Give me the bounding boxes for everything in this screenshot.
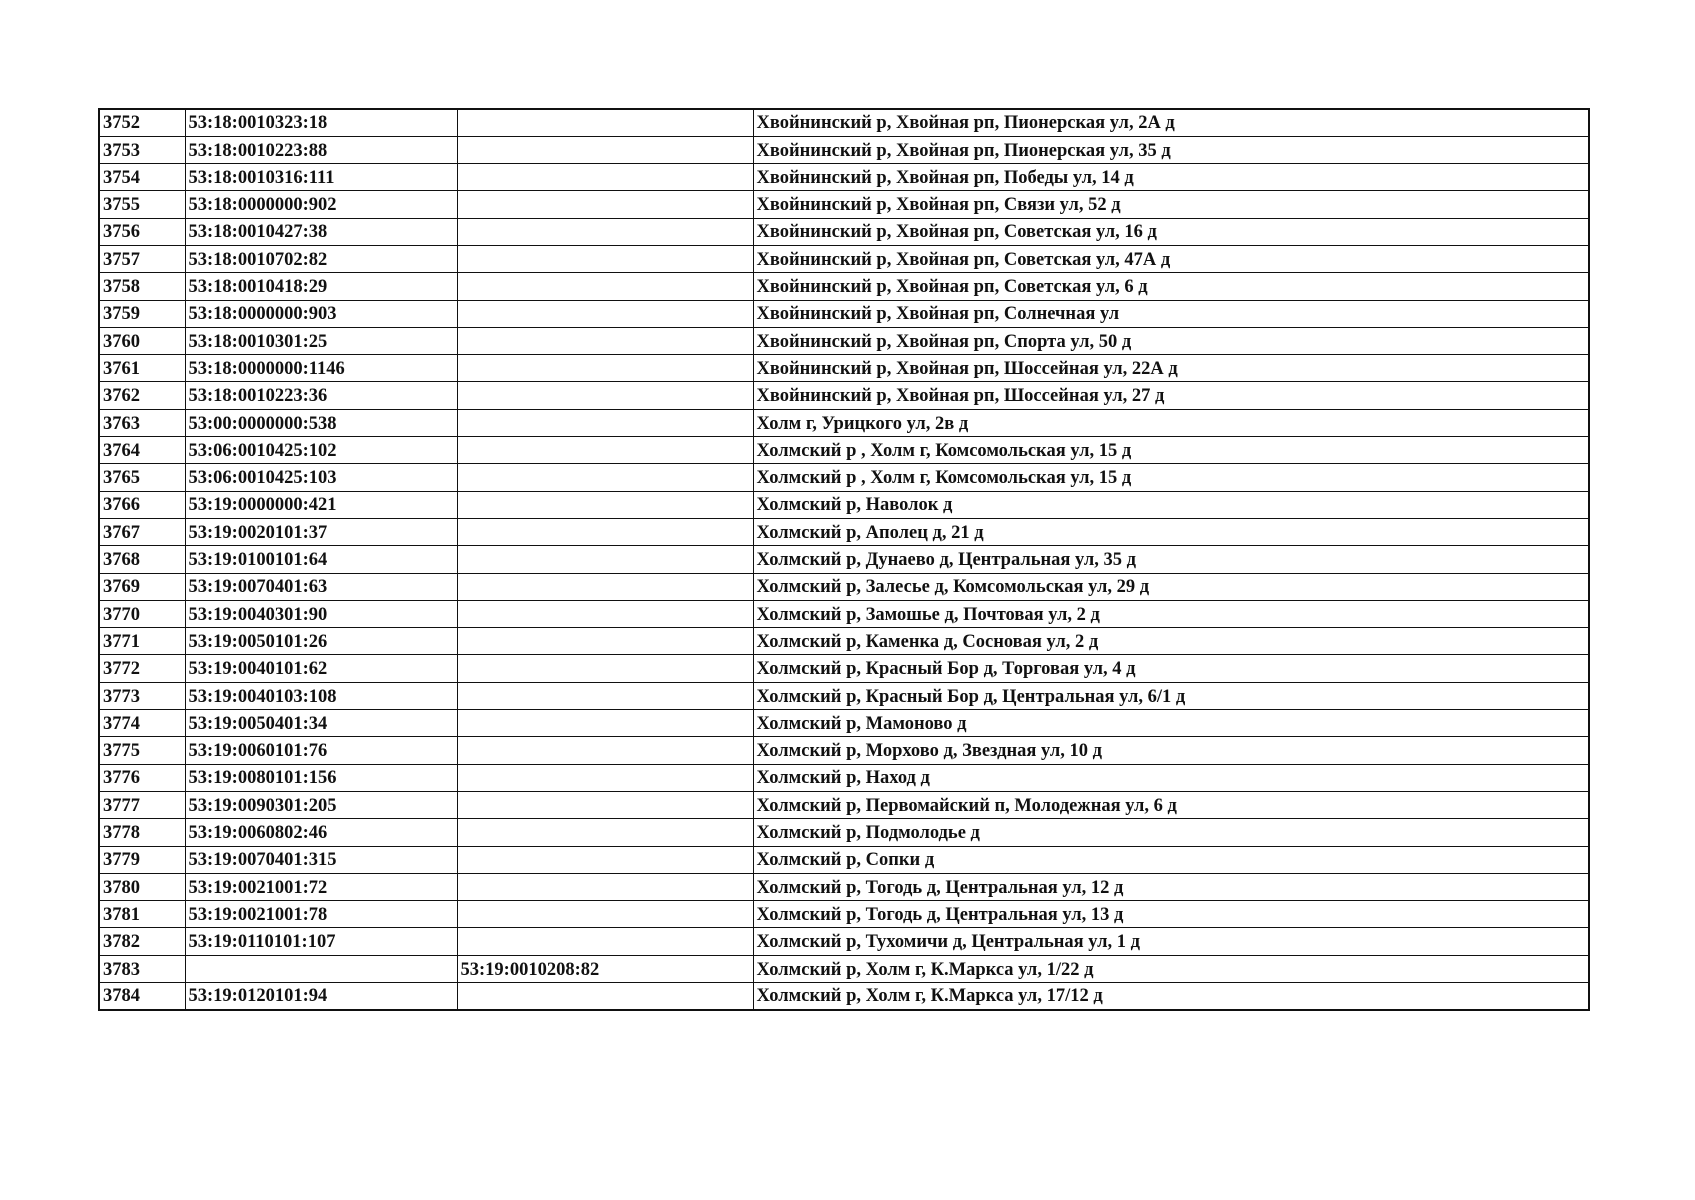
row-number-cell: 3767: [99, 518, 185, 545]
table-row: [99, 546, 1589, 573]
cadastral-number-cell: 53:19:0020101:37: [185, 518, 457, 545]
cadastral-number-cell: 53:19:0050101:26: [185, 628, 457, 655]
address-cell: Холмский р, Сопки д: [753, 846, 1589, 873]
parent-cadastral-number-cell: [457, 628, 753, 655]
address-cell: Холмский р , Холм г, Комсомольская ул, 15 д: [753, 437, 1589, 464]
parent-cadastral-number-cell: [457, 655, 753, 682]
row-number-cell: 3783: [99, 955, 185, 982]
table-row: [99, 382, 1589, 409]
parent-cadastral-number-cell: [457, 218, 753, 245]
address-cell: Хвойнинский р, Хвойная рп, Солнечная ул: [753, 300, 1589, 327]
table-row: [99, 409, 1589, 436]
parent-cadastral-number-cell: [457, 164, 753, 191]
registry-table: [98, 108, 1590, 1011]
parent-cadastral-number-cell: [457, 573, 753, 600]
row-number-cell: 3778: [99, 819, 185, 846]
row-number-cell: 3756: [99, 218, 185, 245]
cadastral-number-cell: 53:19:0070401:63: [185, 573, 457, 600]
cadastral-number-cell: 53:19:0100101:64: [185, 546, 457, 573]
table-row: [99, 164, 1589, 191]
address-cell: Хвойнинский р, Хвойная рп, Шоссейная ул, 27 д: [753, 382, 1589, 409]
parent-cadastral-number-cell: [457, 791, 753, 818]
address-cell: Хвойнинский р, Хвойная рп, Советская ул, 47А д: [753, 245, 1589, 272]
parent-cadastral-number-cell: [457, 764, 753, 791]
address-cell: Холмский р, Наволок д: [753, 491, 1589, 518]
cadastral-number-cell: 53:18:0000000:903: [185, 300, 457, 327]
table-row: [99, 901, 1589, 928]
table-row: [99, 682, 1589, 709]
address-cell: Хвойнинский р, Хвойная рп, Спорта ул, 50 д: [753, 327, 1589, 354]
parent-cadastral-number-cell: [457, 600, 753, 627]
address-cell: Хвойнинский р, Хвойная рп, Советская ул, 6 д: [753, 273, 1589, 300]
address-cell: Холмский р, Тухомичи д, Центральная ул, 1 д: [753, 928, 1589, 955]
parent-cadastral-number-cell: [457, 873, 753, 900]
address-cell: Холмский р, Тогодь д, Центральная ул, 12 д: [753, 873, 1589, 900]
cadastral-number-cell: 53:19:0090301:205: [185, 791, 457, 818]
parent-cadastral-number-cell: [457, 382, 753, 409]
parent-cadastral-number-cell: [457, 901, 753, 928]
table-row: [99, 464, 1589, 491]
parent-cadastral-number-cell: [457, 710, 753, 737]
address-cell: Хвойнинский р, Хвойная рп, Победы ул, 14 д: [753, 164, 1589, 191]
cadastral-number-cell: 53:19:0120101:94: [185, 983, 457, 1010]
table-row: [99, 955, 1589, 982]
row-number-cell: 3754: [99, 164, 185, 191]
parent-cadastral-number-cell: [457, 819, 753, 846]
address-cell: Хвойнинский р, Хвойная рп, Связи ул, 52 д: [753, 191, 1589, 218]
address-cell: Холмский р, Красный Бор д, Торговая ул, 4 д: [753, 655, 1589, 682]
row-number-cell: 3774: [99, 710, 185, 737]
row-number-cell: 3759: [99, 300, 185, 327]
row-number-cell: 3755: [99, 191, 185, 218]
row-number-cell: 3782: [99, 928, 185, 955]
row-number-cell: 3781: [99, 901, 185, 928]
row-number-cell: 3762: [99, 382, 185, 409]
parent-cadastral-number-cell: [457, 846, 753, 873]
parent-cadastral-number-cell: [457, 983, 753, 1010]
address-cell: Холмский р, Холм г, К.Маркса ул, 1/22 д: [753, 955, 1589, 982]
address-cell: Холмский р, Дунаево д, Центральная ул, 35 д: [753, 546, 1589, 573]
table-row: [99, 737, 1589, 764]
address-cell: Холм г, Урицкого ул, 2в д: [753, 409, 1589, 436]
parent-cadastral-number-cell: [457, 273, 753, 300]
address-cell: Хвойнинский р, Хвойная рп, Советская ул, 16 д: [753, 218, 1589, 245]
table-row: [99, 764, 1589, 791]
cadastral-number-cell: 53:19:0021001:78: [185, 901, 457, 928]
row-number-cell: 3765: [99, 464, 185, 491]
table-row: [99, 136, 1589, 163]
parent-cadastral-number-cell: [457, 518, 753, 545]
cadastral-number-cell: 53:19:0000000:421: [185, 491, 457, 518]
cadastral-number-cell: 53:19:0060802:46: [185, 819, 457, 846]
parent-cadastral-number-cell: [457, 464, 753, 491]
table-row: [99, 273, 1589, 300]
address-cell: Холмский р, Холм г, К.Маркса ул, 17/12 д: [753, 983, 1589, 1010]
table-row: [99, 327, 1589, 354]
row-number-cell: 3766: [99, 491, 185, 518]
parent-cadastral-number-cell: [457, 546, 753, 573]
cadastral-number-cell: 53:18:0010323:18: [185, 109, 457, 136]
cadastral-number-cell: [185, 955, 457, 982]
row-number-cell: 3769: [99, 573, 185, 600]
address-cell: Холмский р, Залесье д, Комсомольская ул, 29 д: [753, 573, 1589, 600]
row-number-cell: 3763: [99, 409, 185, 436]
parent-cadastral-number-cell: 53:19:0010208:82: [457, 955, 753, 982]
row-number-cell: 3753: [99, 136, 185, 163]
table-row: [99, 218, 1589, 245]
row-number-cell: 3771: [99, 628, 185, 655]
table-row: [99, 191, 1589, 218]
parent-cadastral-number-cell: [457, 437, 753, 464]
address-cell: Холмский р, Тогодь д, Центральная ул, 13 д: [753, 901, 1589, 928]
table-row: [99, 791, 1589, 818]
parent-cadastral-number-cell: [457, 355, 753, 382]
table-row: [99, 518, 1589, 545]
parent-cadastral-number-cell: [457, 928, 753, 955]
address-cell: Хвойнинский р, Хвойная рп, Пионерская ул, 2А д: [753, 109, 1589, 136]
cadastral-number-cell: 53:19:0050401:34: [185, 710, 457, 737]
table-row: [99, 573, 1589, 600]
parent-cadastral-number-cell: [457, 737, 753, 764]
cadastral-number-cell: 53:06:0010425:103: [185, 464, 457, 491]
row-number-cell: 3768: [99, 546, 185, 573]
row-number-cell: 3773: [99, 682, 185, 709]
row-number-cell: 3757: [99, 245, 185, 272]
parent-cadastral-number-cell: [457, 109, 753, 136]
cadastral-number-cell: 53:18:0010301:25: [185, 327, 457, 354]
table-row: [99, 300, 1589, 327]
table-row: [99, 628, 1589, 655]
address-cell: Холмский р, Замошье д, Почтовая ул, 2 д: [753, 600, 1589, 627]
cadastral-number-cell: 53:19:0080101:156: [185, 764, 457, 791]
row-number-cell: 3770: [99, 600, 185, 627]
row-number-cell: 3784: [99, 983, 185, 1010]
cadastral-number-cell: 53:18:0010316:111: [185, 164, 457, 191]
row-number-cell: 3758: [99, 273, 185, 300]
table-row: [99, 491, 1589, 518]
parent-cadastral-number-cell: [457, 491, 753, 518]
cadastral-number-cell: 53:18:0010702:82: [185, 245, 457, 272]
address-cell: Холмский р, Подмолодье д: [753, 819, 1589, 846]
table-row: [99, 983, 1589, 1010]
row-number-cell: 3775: [99, 737, 185, 764]
row-number-cell: 3760: [99, 327, 185, 354]
address-cell: Холмский р, Каменка д, Сосновая ул, 2 д: [753, 628, 1589, 655]
cadastral-number-cell: 53:19:0070401:315: [185, 846, 457, 873]
parent-cadastral-number-cell: [457, 191, 753, 218]
table-row: [99, 109, 1589, 136]
cadastral-number-cell: 53:18:0010223:36: [185, 382, 457, 409]
parent-cadastral-number-cell: [457, 409, 753, 436]
address-cell: Холмский р, Красный Бор д, Центральная ул, 6/1 д: [753, 682, 1589, 709]
row-number-cell: 3764: [99, 437, 185, 464]
table-row: [99, 245, 1589, 272]
registry-table-body: [99, 109, 1589, 1010]
row-number-cell: 3772: [99, 655, 185, 682]
address-cell: Хвойнинский р, Хвойная рп, Пионерская ул, 35 д: [753, 136, 1589, 163]
table-row: [99, 710, 1589, 737]
table-row: [99, 655, 1589, 682]
address-cell: Хвойнинский р, Хвойная рп, Шоссейная ул, 22А д: [753, 355, 1589, 382]
cadastral-number-cell: 53:18:0000000:1146: [185, 355, 457, 382]
row-number-cell: 3752: [99, 109, 185, 136]
address-cell: Холмский р, Аполец д, 21 д: [753, 518, 1589, 545]
address-cell: Холмский р, Наход д: [753, 764, 1589, 791]
cadastral-number-cell: 53:19:0040101:62: [185, 655, 457, 682]
cadastral-number-cell: 53:19:0060101:76: [185, 737, 457, 764]
address-cell: Холмский р, Морхово д, Звездная ул, 10 д: [753, 737, 1589, 764]
cadastral-number-cell: 53:18:0010418:29: [185, 273, 457, 300]
parent-cadastral-number-cell: [457, 245, 753, 272]
table-row: [99, 846, 1589, 873]
table-row: [99, 928, 1589, 955]
table-row: [99, 355, 1589, 382]
row-number-cell: 3776: [99, 764, 185, 791]
row-number-cell: 3777: [99, 791, 185, 818]
cadastral-number-cell: 53:00:0000000:538: [185, 409, 457, 436]
cadastral-number-cell: 53:18:0000000:902: [185, 191, 457, 218]
row-number-cell: 3780: [99, 873, 185, 900]
cadastral-number-cell: 53:19:0021001:72: [185, 873, 457, 900]
parent-cadastral-number-cell: [457, 682, 753, 709]
cadastral-number-cell: 53:18:0010223:88: [185, 136, 457, 163]
parent-cadastral-number-cell: [457, 136, 753, 163]
parent-cadastral-number-cell: [457, 300, 753, 327]
row-number-cell: 3761: [99, 355, 185, 382]
row-number-cell: 3779: [99, 846, 185, 873]
cadastral-number-cell: 53:06:0010425:102: [185, 437, 457, 464]
table-row: [99, 819, 1589, 846]
address-cell: Холмский р, Первомайский п, Молодежная ул, 6 д: [753, 791, 1589, 818]
address-cell: Холмский р , Холм г, Комсомольская ул, 15 д: [753, 464, 1589, 491]
cadastral-number-cell: 53:19:0110101:107: [185, 928, 457, 955]
cadastral-number-cell: 53:19:0040301:90: [185, 600, 457, 627]
table-row: [99, 600, 1589, 627]
address-cell: Холмский р, Мамоново д: [753, 710, 1589, 737]
cadastral-number-cell: 53:19:0040103:108: [185, 682, 457, 709]
table-row: [99, 437, 1589, 464]
table-row: [99, 873, 1589, 900]
parent-cadastral-number-cell: [457, 327, 753, 354]
cadastral-number-cell: 53:18:0010427:38: [185, 218, 457, 245]
